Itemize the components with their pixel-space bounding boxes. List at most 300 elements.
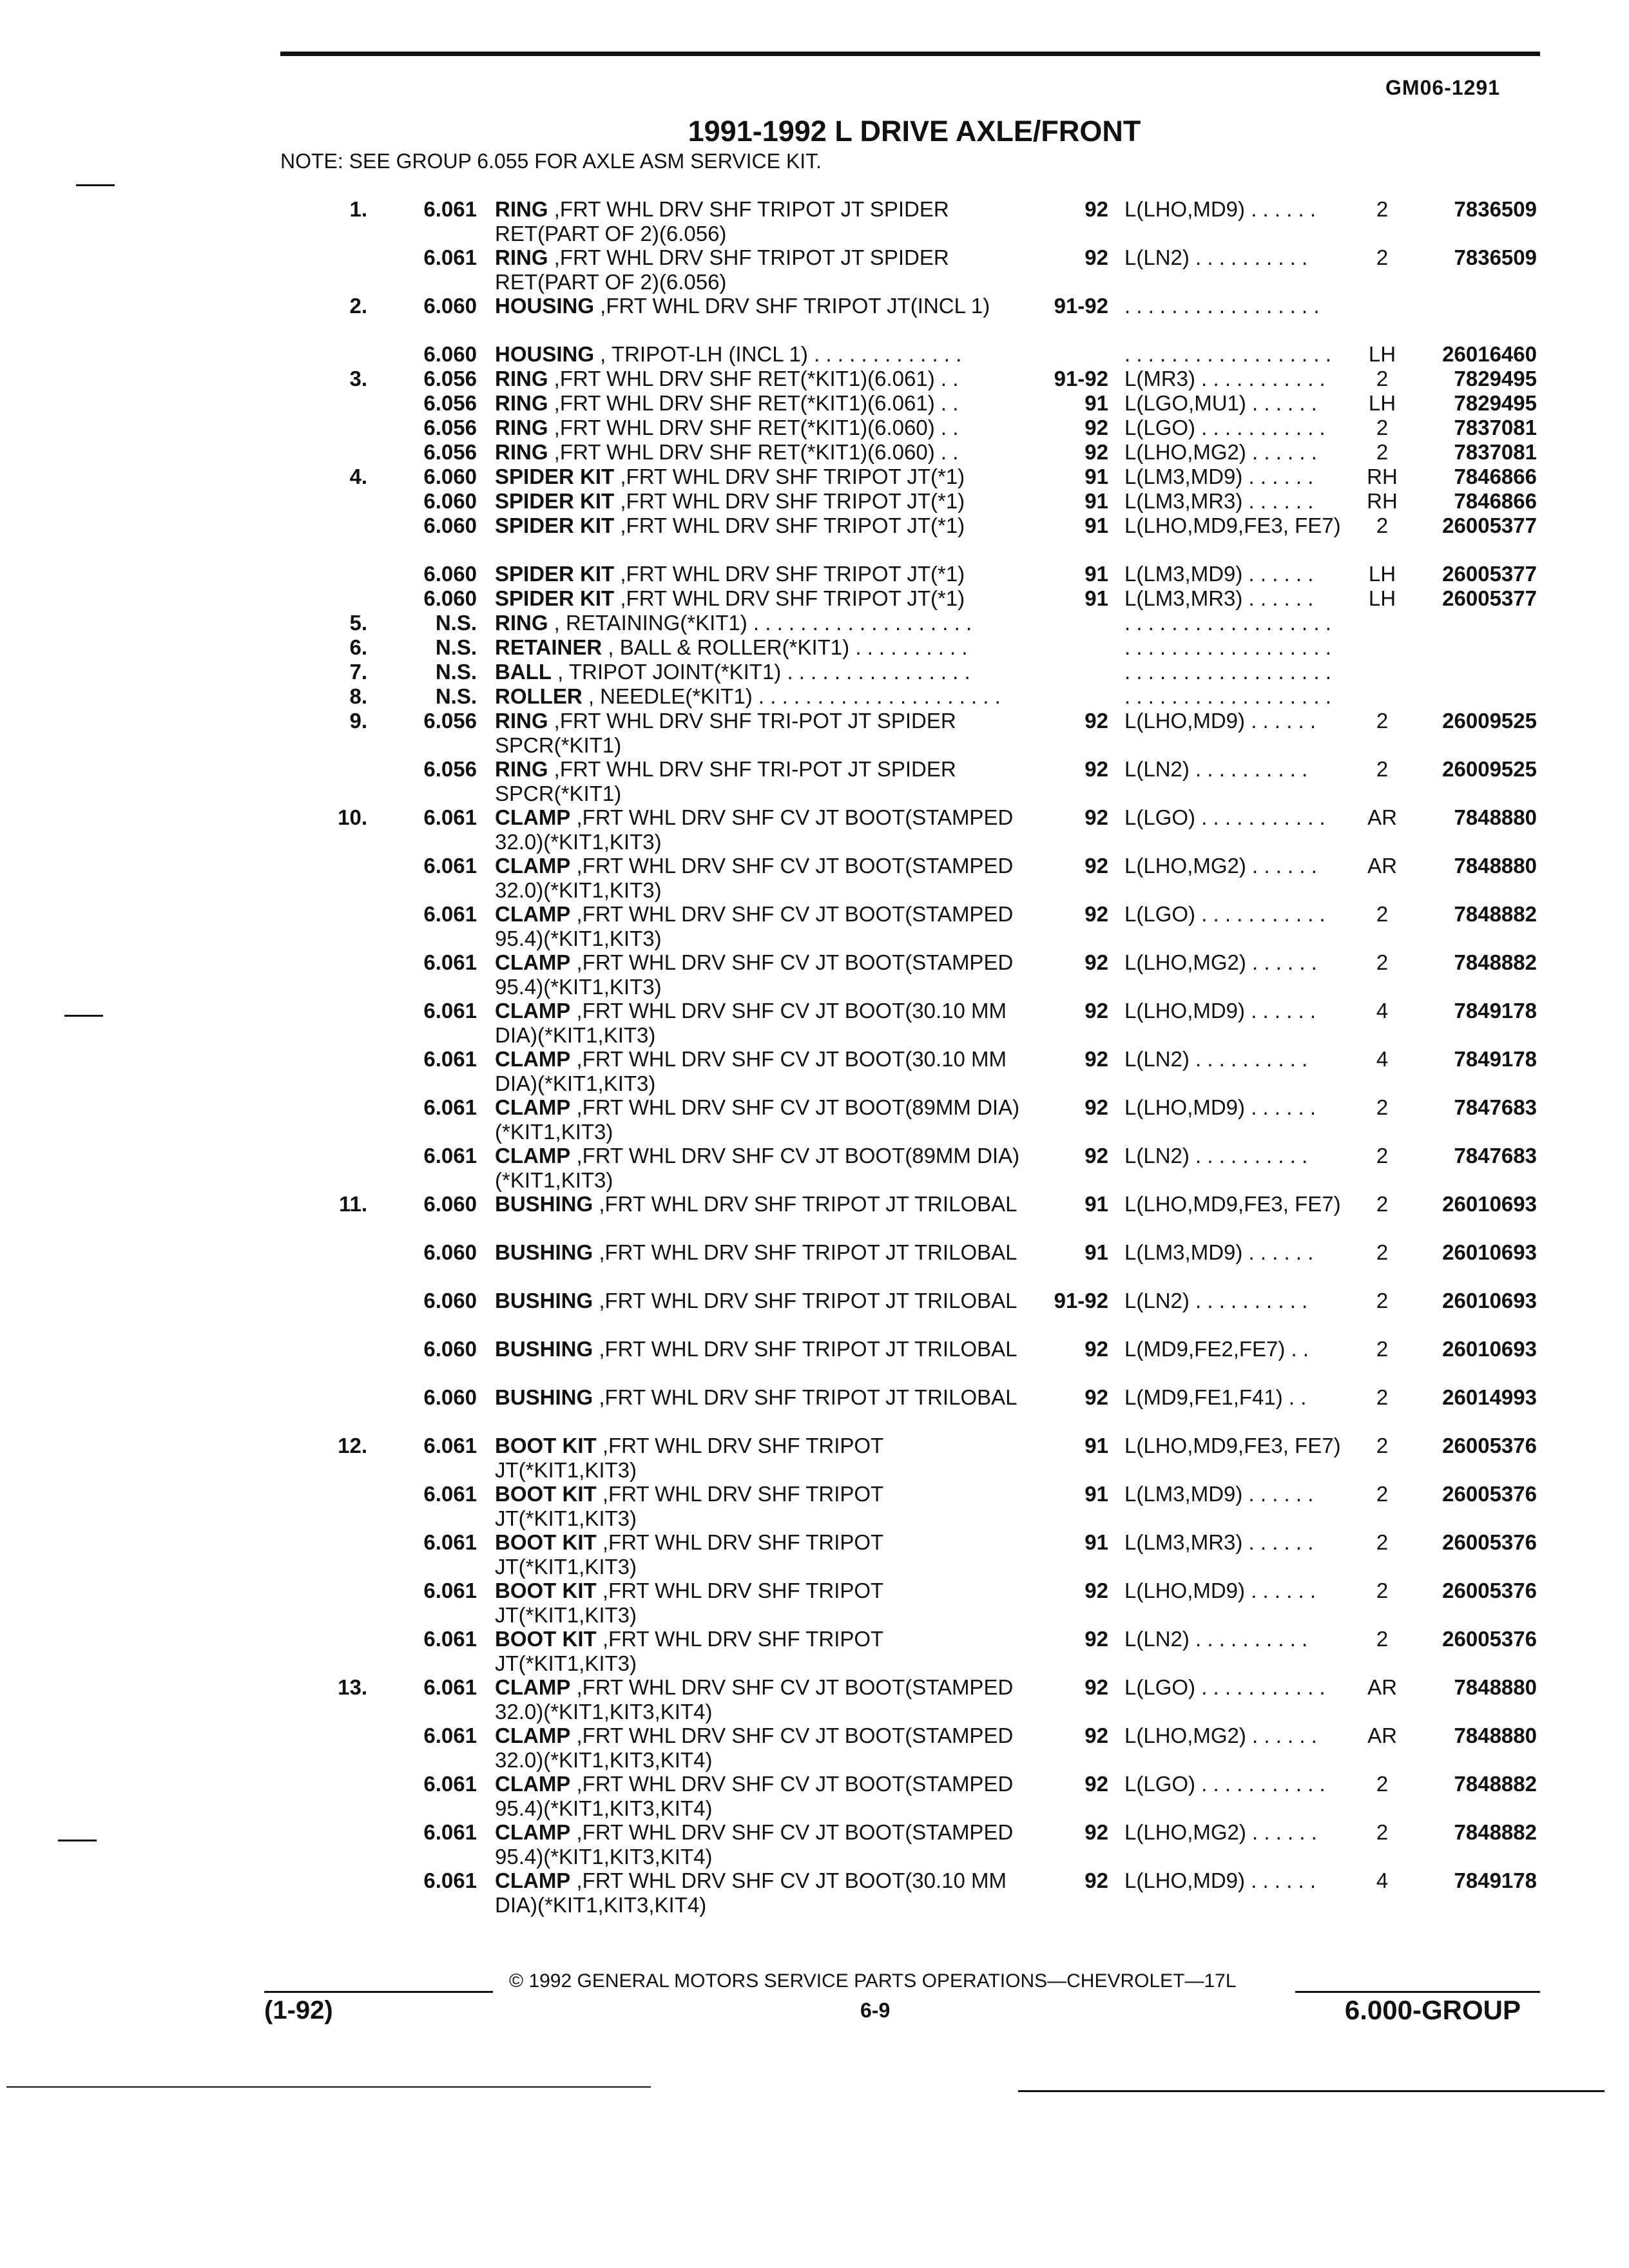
part-row	[0, 1579, 1629, 1627]
part-name: SPIDER KIT	[495, 514, 615, 537]
page-number: 6-9	[860, 1999, 891, 2022]
part-name: CLAMP	[495, 1144, 571, 1168]
ref-number: 4.	[349, 465, 367, 488]
part-name: HOUSING	[495, 294, 595, 318]
group-number: 6.060	[423, 562, 477, 586]
usage-code: . . . . . . . . . . . . . . . . . .	[1124, 635, 1331, 659]
quantity: 2	[1376, 440, 1389, 464]
document-id: GM06-1291	[1385, 76, 1500, 99]
part-row	[0, 1144, 1629, 1192]
usage-code: L(LHO,MD9) . . . . . .	[1124, 709, 1316, 733]
part-name: BUSHING	[495, 1385, 593, 1409]
part-row	[0, 1772, 1629, 1820]
model-year: 92	[1084, 1047, 1108, 1071]
ref-number: 13.	[338, 1675, 367, 1699]
part-row	[0, 562, 1629, 586]
model-year: 92	[1084, 1869, 1108, 1892]
part-number: 7848882	[1454, 950, 1537, 974]
copyright-notice: © 1992 GENERAL MOTORS SERVICE PARTS OPERATIONS—CHEVROLET—17L	[509, 1970, 1237, 1992]
part-detail: ,FRT WHL DRV SHF RET(*KIT1)(6.060) . .	[548, 440, 959, 464]
part-name: HOUSING	[495, 342, 595, 366]
part-number: 26010693	[1442, 1289, 1537, 1312]
part-description	[495, 1627, 1023, 1676]
part-description	[495, 805, 1023, 854]
part-number: 26005377	[1442, 562, 1537, 586]
part-name: CLAMP	[495, 1820, 571, 1844]
part-row	[0, 660, 1629, 684]
part-number: 7848882	[1454, 1820, 1537, 1844]
model-year: 92	[1084, 1724, 1108, 1747]
model-year: 91	[1084, 514, 1108, 537]
part-description	[495, 684, 1023, 709]
part-description	[495, 999, 1023, 1048]
part-name: BALL	[495, 660, 552, 684]
part-name: CLAMP	[495, 1869, 571, 1892]
part-name: RING	[495, 245, 548, 269]
model-year: 92	[1084, 854, 1108, 878]
part-number: 7849178	[1454, 999, 1537, 1023]
usage-code: L(LM3,MD9) . . . . . .	[1124, 562, 1314, 586]
part-description	[495, 1095, 1023, 1144]
part-row	[0, 1820, 1629, 1869]
part-detail: ,FRT WHL DRV SHF RET(*KIT1)(6.060) . .	[548, 416, 959, 439]
quantity: 2	[1376, 1240, 1389, 1264]
quantity: 2	[1376, 1772, 1389, 1796]
usage-code: L(MR3) . . . . . . . . . . .	[1124, 367, 1325, 390]
group-number: 6.060	[423, 1240, 477, 1264]
part-number: 26014993	[1442, 1385, 1537, 1409]
group-number: 6.061	[423, 1675, 477, 1699]
part-name: RING	[495, 757, 548, 781]
part-name: BUSHING	[495, 1289, 593, 1312]
part-number: 26005376	[1442, 1530, 1537, 1554]
model-year: 91	[1084, 489, 1108, 513]
quantity: 2	[1376, 709, 1389, 733]
model-year: 92	[1084, 1337, 1108, 1361]
part-detail: ,FRT WHL DRV SHF CV JT BOOT(STAMPED 95.4)(*KIT1,KIT3,KIT4)	[495, 1772, 1014, 1820]
part-description	[495, 1047, 1023, 1096]
part-number: 7848880	[1454, 854, 1537, 878]
part-row	[0, 757, 1629, 805]
part-row	[0, 197, 1629, 245]
model-year: 91	[1084, 1530, 1108, 1554]
part-row	[0, 1675, 1629, 1724]
model-year: 92	[1084, 1144, 1108, 1168]
part-description	[495, 1385, 1023, 1410]
model-year: 91	[1084, 1240, 1108, 1264]
part-name: SPIDER KIT	[495, 489, 615, 513]
part-description	[495, 489, 1023, 514]
part-detail: ,FRT WHL DRV SHF CV JT BOOT(STAMPED 32.0)(*KIT1,KIT3)	[495, 854, 1014, 902]
part-row	[0, 1337, 1629, 1385]
group-number: 6.061	[423, 1095, 477, 1119]
part-name: BUSHING	[495, 1337, 593, 1361]
part-description	[495, 342, 1023, 367]
part-description	[495, 1240, 1023, 1265]
usage-code: L(LGO) . . . . . . . . . . .	[1124, 805, 1325, 829]
usage-code: L(LN2) . . . . . . . . . .	[1124, 1144, 1308, 1168]
quantity: 4	[1376, 1869, 1389, 1892]
part-description	[495, 660, 1023, 684]
part-description	[495, 294, 1023, 318]
group-number: 6.060	[423, 1385, 477, 1409]
part-description	[495, 635, 1023, 660]
part-row	[0, 367, 1629, 391]
part-row	[0, 1095, 1629, 1144]
model-year: 91	[1084, 586, 1108, 610]
quantity: LH	[1368, 391, 1396, 415]
part-description	[495, 367, 1023, 391]
part-number: 26005376	[1442, 1579, 1537, 1602]
bottom-rule	[6, 2086, 651, 2088]
ref-number: 10.	[338, 805, 367, 829]
part-number: 7848882	[1454, 902, 1537, 926]
part-description	[495, 1869, 1023, 1917]
group-number: 6.061	[423, 1724, 477, 1747]
quantity: 2	[1376, 1337, 1389, 1361]
part-number: 26005376	[1442, 1482, 1537, 1506]
model-year: 92	[1084, 1385, 1108, 1409]
part-row	[0, 1289, 1629, 1337]
part-name: CLAMP	[495, 805, 571, 829]
part-description	[495, 514, 1023, 538]
group-number: 6.061	[423, 999, 477, 1023]
part-name: BOOT KIT	[495, 1530, 597, 1554]
part-number: 7848880	[1454, 805, 1537, 829]
usage-code: L(LGO) . . . . . . . . . . .	[1124, 416, 1325, 439]
group-number: 6.060	[423, 1337, 477, 1361]
model-year: 92	[1084, 999, 1108, 1023]
group-number: 6.056	[423, 709, 477, 733]
part-description	[495, 1482, 1023, 1531]
quantity: 4	[1376, 1047, 1389, 1071]
quantity: AR	[1367, 1724, 1397, 1747]
part-detail: , TRIPOT-LH (INCL 1) . . . . . . . . . . . . .	[594, 342, 962, 366]
part-name: BOOT KIT	[495, 1627, 597, 1651]
model-year: 92	[1084, 950, 1108, 974]
part-row	[0, 902, 1629, 950]
part-description	[495, 416, 1023, 440]
part-detail: ,FRT WHL DRV SHF CV JT BOOT(STAMPED 95.4)(*KIT1,KIT3)	[495, 902, 1014, 950]
part-number: 26005377	[1442, 586, 1537, 610]
model-year: 92	[1084, 1675, 1108, 1699]
usage-code: L(LM3,MR3) . . . . . .	[1124, 489, 1314, 513]
model-year: 92	[1084, 197, 1108, 221]
page-title: 1991-1992 L DRIVE AXLE/FRONT	[688, 115, 1141, 148]
part-detail: ,FRT WHL DRV SHF CV JT BOOT(89MM DIA)(*KIT1,KIT3)	[495, 1095, 1020, 1144]
ref-number: 5.	[349, 611, 367, 635]
part-name: CLAMP	[495, 999, 571, 1023]
group-number: 6.056	[423, 757, 477, 781]
part-name: CLAMP	[495, 1724, 571, 1747]
quantity: LH	[1368, 586, 1396, 610]
quantity: 2	[1376, 902, 1389, 926]
group-number: 6.061	[423, 197, 477, 221]
model-year: 92	[1084, 902, 1108, 926]
part-detail: ,FRT WHL DRV SHF CV JT BOOT(STAMPED 32.0)(*KIT1,KIT3,KIT4)	[495, 1675, 1014, 1724]
part-description	[495, 854, 1023, 903]
usage-code: L(LN2) . . . . . . . . . .	[1124, 1627, 1308, 1651]
part-row	[0, 635, 1629, 660]
quantity: AR	[1367, 1675, 1397, 1699]
quantity: 2	[1376, 1144, 1389, 1168]
part-description	[495, 391, 1023, 416]
part-name: RING	[495, 391, 548, 415]
quantity: AR	[1367, 805, 1397, 829]
part-detail: ,FRT WHL DRV SHF TRIPOT JT(*KIT1,KIT3)	[495, 1530, 883, 1579]
part-name: CLAMP	[495, 1095, 571, 1119]
part-detail: ,FRT WHL DRV SHF TRIPOT JT TRILOBAL	[593, 1289, 1017, 1312]
usage-code: L(LM3,MD9) . . . . . .	[1124, 1240, 1314, 1264]
part-row	[0, 1385, 1629, 1434]
part-row	[0, 999, 1629, 1047]
group-number: 6.060	[423, 294, 477, 318]
group-number: 6.056	[423, 367, 477, 390]
part-row	[0, 1192, 1629, 1240]
part-number: 7829495	[1454, 367, 1537, 390]
model-year: 92	[1084, 1095, 1108, 1119]
ref-number: 3.	[349, 367, 367, 390]
group-number: 6.056	[423, 440, 477, 464]
part-description	[495, 1337, 1023, 1361]
part-name: ROLLER	[495, 684, 583, 708]
part-name: RING	[495, 440, 548, 464]
quantity: 2	[1376, 1579, 1389, 1602]
part-name: BUSHING	[495, 1192, 593, 1216]
part-description	[495, 757, 1023, 806]
quantity: 2	[1376, 1192, 1389, 1216]
usage-code: . . . . . . . . . . . . . . . . .	[1124, 294, 1320, 318]
quantity: 2	[1376, 1385, 1389, 1409]
group-number: N.S.	[435, 635, 477, 659]
usage-code: L(LM3,MR3) . . . . . .	[1124, 586, 1314, 610]
part-detail: , RETAINING(*KIT1) . . . . . . . . . . . . . . . . . . .	[548, 611, 972, 635]
footer-rule	[264, 1991, 493, 1993]
part-name: BOOT KIT	[495, 1579, 597, 1602]
part-row	[0, 1869, 1629, 1917]
group-label: 6.000-GROUP	[1344, 1995, 1521, 2025]
part-detail: ,FRT WHL DRV SHF TRIPOT JT(*1)	[614, 586, 965, 610]
model-year: 91	[1084, 562, 1108, 586]
quantity: 2	[1376, 1289, 1389, 1312]
group-number: 6.061	[423, 950, 477, 974]
part-detail: , BALL & ROLLER(*KIT1) . . . . . . . . . .	[602, 635, 968, 659]
part-detail: ,FRT WHL DRV SHF TRIPOT JT(*1)	[614, 562, 965, 586]
part-number: 7837081	[1454, 416, 1537, 439]
part-number: 7849178	[1454, 1869, 1537, 1892]
part-description	[495, 902, 1023, 951]
part-row	[0, 611, 1629, 635]
group-number: 6.061	[423, 1047, 477, 1071]
part-detail: ,FRT WHL DRV SHF RET(*KIT1)(6.061) . .	[548, 391, 959, 415]
usage-code: L(LHO,MD9) . . . . . .	[1124, 1095, 1316, 1119]
model-year: 91-92	[1054, 1289, 1108, 1312]
part-number: 7837081	[1454, 440, 1537, 464]
top-rule	[280, 52, 1540, 56]
ref-number: 1.	[349, 197, 367, 221]
ref-number: 7.	[349, 660, 367, 684]
usage-code: L(LHO,MD9) . . . . . .	[1124, 1869, 1316, 1892]
part-detail: , TRIPOT JOINT(*KIT1) . . . . . . . . . . . . . . . .	[551, 660, 970, 684]
group-number: 6.061	[423, 1434, 477, 1457]
usage-code: L(LHO,MG2) . . . . . .	[1124, 854, 1317, 878]
part-name: CLAMP	[495, 1772, 571, 1796]
part-detail: ,FRT WHL DRV SHF TRIPOT JT(INCL 1)	[594, 294, 990, 318]
part-name: RING	[495, 709, 548, 733]
usage-code: L(LN2) . . . . . . . . . .	[1124, 1047, 1308, 1071]
model-year: 91	[1084, 465, 1108, 488]
ref-number: 6.	[349, 635, 367, 659]
usage-code: L(LGO) . . . . . . . . . . .	[1124, 902, 1325, 926]
part-row	[0, 294, 1629, 342]
part-detail: ,FRT WHL DRV SHF CV JT BOOT(STAMPED 32.0)(*KIT1,KIT3,KIT4)	[495, 1724, 1014, 1772]
part-detail: ,FRT WHL DRV SHF CV JT BOOT(89MM DIA)(*KIT1,KIT3)	[495, 1144, 1020, 1192]
part-name: RING	[495, 197, 548, 221]
part-detail: ,FRT WHL DRV SHF TRIPOT JT(*1)	[614, 465, 965, 488]
model-year: 91-92	[1054, 294, 1108, 318]
model-year: 91	[1084, 1482, 1108, 1506]
part-name: CLAMP	[495, 902, 571, 926]
part-name: SPIDER KIT	[495, 465, 615, 488]
part-number: 26005376	[1442, 1434, 1537, 1457]
model-year: 92	[1084, 1772, 1108, 1796]
group-number: 6.061	[423, 1627, 477, 1651]
model-year: 91	[1084, 391, 1108, 415]
part-detail: ,FRT WHL DRV SHF TRIPOT JT TRILOBAL	[593, 1192, 1017, 1216]
part-name: RING	[495, 611, 548, 635]
part-detail: ,FRT WHL DRV SHF TRIPOT JT SPIDER RET(PART OF 2)(6.056)	[495, 245, 949, 294]
part-row	[0, 342, 1629, 367]
model-year: 92	[1084, 416, 1108, 439]
group-number: 6.060	[423, 1192, 477, 1216]
quantity: RH	[1367, 465, 1398, 488]
margin-mark	[76, 184, 115, 186]
group-number: 6.061	[423, 1820, 477, 1844]
part-description	[495, 1579, 1023, 1628]
part-row	[0, 1627, 1629, 1675]
part-description	[495, 1530, 1023, 1579]
group-number: 6.060	[423, 1289, 477, 1312]
part-row	[0, 1047, 1629, 1095]
part-number: 7848882	[1454, 1772, 1537, 1796]
model-year: 92	[1084, 709, 1108, 733]
usage-code: L(LM3,MR3) . . . . . .	[1124, 1530, 1314, 1554]
part-detail: ,FRT WHL DRV SHF TRIPOT JT(*KIT1,KIT3)	[495, 1627, 883, 1675]
part-row	[0, 391, 1629, 416]
part-name: SPIDER KIT	[495, 562, 615, 586]
usage-code: L(LHO,MG2) . . . . . .	[1124, 950, 1317, 974]
part-name: CLAMP	[495, 854, 571, 878]
quantity: 2	[1376, 1434, 1389, 1457]
footer-rule	[1295, 1991, 1540, 1993]
quantity: LH	[1368, 342, 1396, 366]
quantity: RH	[1367, 489, 1398, 513]
part-detail: ,FRT WHL DRV SHF CV JT BOOT(30.10 MM DIA)(*KIT1,KIT3)	[495, 1047, 1007, 1095]
quantity: 2	[1376, 1627, 1389, 1651]
ref-number: 9.	[349, 709, 367, 733]
part-description	[495, 1434, 1023, 1483]
usage-code: . . . . . . . . . . . . . . . . . .	[1124, 684, 1331, 708]
group-number: 6.061	[423, 1482, 477, 1506]
part-description	[495, 440, 1023, 465]
part-detail: ,FRT WHL DRV SHF TRIPOT JT(*KIT1,KIT3)	[495, 1482, 883, 1530]
quantity: 2	[1376, 1095, 1389, 1119]
part-number: 7847683	[1454, 1144, 1537, 1168]
model-year: 92	[1084, 1820, 1108, 1844]
group-number: N.S.	[435, 660, 477, 684]
part-detail: ,FRT WHL DRV SHF TRI-POT JT SPIDER SPCR(*KIT1)	[495, 757, 956, 805]
ref-number: 12.	[338, 1434, 367, 1457]
part-number: 26009525	[1442, 709, 1537, 733]
part-detail: ,FRT WHL DRV SHF TRIPOT JT TRILOBAL	[593, 1385, 1017, 1409]
part-number: 7846866	[1454, 489, 1537, 513]
part-detail: ,FRT WHL DRV SHF TRIPOT JT(*KIT1,KIT3)	[495, 1579, 883, 1627]
part-name: CLAMP	[495, 1675, 571, 1699]
usage-code: L(LN2) . . . . . . . . . .	[1124, 757, 1308, 781]
bottom-rule	[1018, 2090, 1605, 2092]
part-number: 26010693	[1442, 1337, 1537, 1361]
part-number: 7849178	[1454, 1047, 1537, 1071]
part-number: 7829495	[1454, 391, 1537, 415]
part-name: RING	[495, 367, 548, 390]
part-detail: ,FRT WHL DRV SHF TRIPOT JT SPIDER RET(PART OF 2)(6.056)	[495, 197, 949, 245]
part-description	[495, 465, 1023, 489]
usage-code: L(LHO,MD9,FE3, FE7)	[1124, 1434, 1341, 1457]
part-number: 7836509	[1454, 197, 1537, 221]
part-row	[0, 586, 1629, 611]
part-name: BOOT KIT	[495, 1482, 597, 1506]
part-detail: ,FRT WHL DRV SHF CV JT BOOT(STAMPED 95.4)(*KIT1,KIT3)	[495, 950, 1014, 999]
group-number: 6.061	[423, 1579, 477, 1602]
part-row	[0, 805, 1629, 854]
part-description	[495, 586, 1023, 611]
quantity: LH	[1368, 562, 1396, 586]
part-name: SPIDER KIT	[495, 586, 615, 610]
part-description	[495, 245, 1023, 294]
part-description	[495, 562, 1023, 586]
part-description	[495, 950, 1023, 999]
quantity: 2	[1376, 950, 1389, 974]
part-detail: ,FRT WHL DRV SHF TRIPOT JT(*KIT1,KIT3)	[495, 1434, 883, 1482]
usage-code: . . . . . . . . . . . . . . . . . .	[1124, 660, 1331, 684]
part-detail: ,FRT WHL DRV SHF TRIPOT JT(*1)	[614, 489, 965, 513]
part-row	[0, 950, 1629, 999]
group-number: 6.056	[423, 416, 477, 439]
part-row	[0, 1530, 1629, 1579]
part-description	[495, 1192, 1023, 1216]
part-name: RETAINER	[495, 635, 602, 659]
service-note: NOTE: SEE GROUP 6.055 FOR AXLE ASM SERVICE KIT.	[280, 149, 822, 173]
ref-number: 11.	[338, 1192, 367, 1216]
part-description	[495, 1724, 1023, 1773]
usage-code: L(LHO,MG2) . . . . . .	[1124, 440, 1317, 464]
part-detail: ,FRT WHL DRV SHF RET(*KIT1)(6.061) . .	[548, 367, 959, 390]
usage-code: L(LM3,MD9) . . . . . .	[1124, 465, 1314, 488]
usage-code: L(LN2) . . . . . . . . . .	[1124, 245, 1308, 269]
part-description	[495, 611, 1023, 635]
part-description	[495, 709, 1023, 758]
part-row	[0, 1724, 1629, 1772]
quantity: 2	[1376, 1482, 1389, 1506]
parts-list	[0, 197, 1629, 1917]
revision-date: (1-92)	[264, 1996, 333, 2024]
part-name: RING	[495, 416, 548, 439]
part-detail: , NEEDLE(*KIT1) . . . . . . . . . . . . . . . . . . . . .	[582, 684, 1001, 708]
part-description	[495, 1289, 1023, 1313]
usage-code: L(LHO,MD9) . . . . . .	[1124, 999, 1316, 1023]
part-row	[0, 245, 1629, 294]
part-detail: ,FRT WHL DRV SHF CV JT BOOT(STAMPED 32.0)(*KIT1,KIT3)	[495, 805, 1014, 854]
